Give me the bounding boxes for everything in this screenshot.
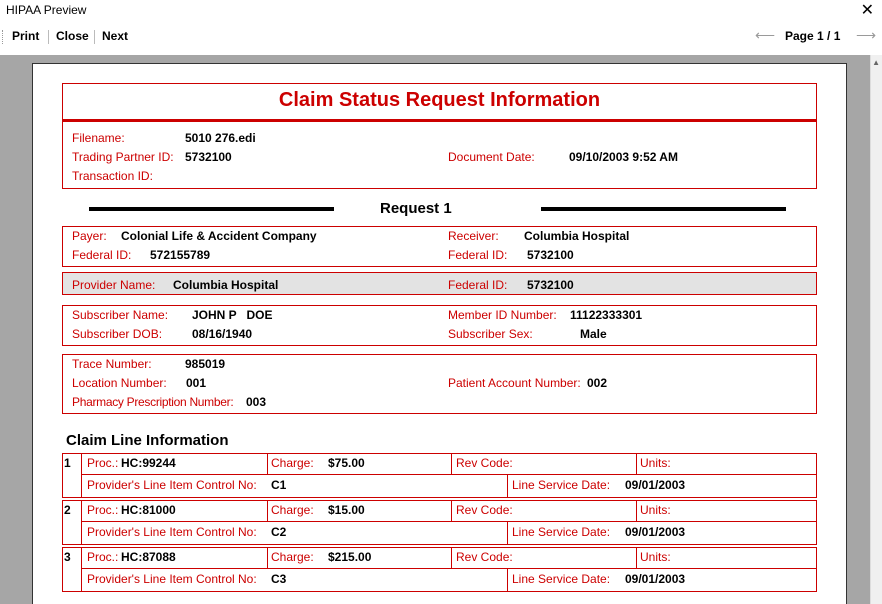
- trading-partner-value: 5732100: [185, 150, 232, 164]
- subscriber-dob-label: Subscriber DOB:: [72, 327, 163, 341]
- request-title: Request 1: [380, 200, 452, 217]
- service-date-label: Line Service Date:: [512, 525, 611, 539]
- subscriber-sex-label: Subscriber Sex:: [448, 327, 533, 341]
- claim-line-divider: [636, 547, 637, 569]
- receiver-value: Columbia Hospital: [524, 229, 630, 243]
- control-number-value: C1: [271, 478, 287, 492]
- claim-line-divider: [451, 453, 452, 475]
- close-button[interactable]: Close: [56, 29, 89, 43]
- claim-line-divider: [81, 568, 817, 569]
- claim-line-divider: [81, 521, 817, 522]
- service-date-value: 09/01/2003: [625, 478, 686, 492]
- patient-account-value: 002: [587, 376, 608, 390]
- toolbar-separator: [94, 30, 95, 44]
- claim-line-divider: [81, 474, 817, 475]
- proc-label: Proc.:: [87, 550, 119, 564]
- claim-line-number: 3: [64, 550, 71, 564]
- claim-line-divider: [451, 500, 452, 522]
- service-date-value: 09/01/2003: [625, 572, 686, 586]
- rev-code-label: Rev Code:: [456, 503, 513, 517]
- subscriber-dob-value: 08/16/1940: [192, 327, 253, 341]
- claim-line-divider: [267, 453, 268, 475]
- control-number-label: Provider's Line Item Control No:: [87, 572, 257, 586]
- payer-value: Colonial Life & Accident Company: [121, 229, 317, 243]
- service-date-value: 09/01/2003: [625, 525, 686, 539]
- claim-line-divider: [636, 500, 637, 522]
- payer-label: Payer:: [72, 229, 107, 243]
- units-label: Units:: [640, 503, 671, 517]
- claim-line-divider: [507, 521, 508, 545]
- proc-label: Proc.:: [87, 503, 119, 517]
- toolbar-separator: [48, 30, 49, 44]
- service-date-label: Line Service Date:: [512, 478, 611, 492]
- scroll-up-icon[interactable]: ▲: [872, 58, 880, 67]
- report-title: Claim Status Request Information: [278, 89, 601, 111]
- claim-line-divider: [507, 474, 508, 498]
- window-title: HIPAA Preview: [6, 3, 87, 17]
- control-number-label: Provider's Line Item Control No:: [87, 478, 257, 492]
- claim-line-divider: [81, 453, 82, 498]
- member-id-value: 11122333301: [570, 308, 643, 322]
- provider-name-label: Provider Name:: [72, 278, 156, 292]
- subscriber-sex-value: Male: [580, 327, 607, 341]
- filename-value: 5010 276.edi: [185, 131, 256, 145]
- location-number-value: 001: [186, 376, 207, 390]
- title-bar: [0, 0, 882, 22]
- claim-line-number: 2: [64, 503, 71, 517]
- transaction-id-label: Transaction ID:: [72, 169, 153, 183]
- trace-number-value: 985019: [185, 357, 226, 371]
- member-id-label: Member ID Number:: [448, 308, 557, 322]
- request-divider-right: [541, 207, 786, 211]
- charge-label: Charge:: [271, 456, 314, 470]
- charge-label: Charge:: [271, 503, 314, 517]
- location-number-label: Location Number:: [72, 376, 167, 390]
- claim-line-number: 1: [64, 456, 71, 470]
- toolbar: [0, 24, 882, 50]
- receiver-label: Receiver:: [448, 229, 499, 243]
- service-date-label: Line Service Date:: [512, 572, 611, 586]
- claim-line-divider: [267, 500, 268, 522]
- print-button[interactable]: Print: [12, 29, 40, 43]
- next-button[interactable]: Next: [102, 29, 129, 43]
- provider-federal-id-value: 5732100: [527, 278, 574, 292]
- request-divider-left: [89, 207, 334, 211]
- claim-line-divider: [507, 568, 508, 592]
- page-indicator: Page 1 / 1: [785, 29, 841, 43]
- provider-name-value: Columbia Hospital: [173, 278, 279, 292]
- rev-code-label: Rev Code:: [456, 550, 513, 564]
- document-date-label: Document Date:: [448, 150, 535, 164]
- proc-value: HC:81000: [121, 503, 176, 517]
- pharmacy-rx-value: 003: [246, 395, 267, 409]
- trace-number-label: Trace Number:: [72, 357, 152, 371]
- receiver-federal-id-label: Federal ID:: [448, 248, 508, 262]
- proc-label: Proc.:: [87, 456, 119, 470]
- pharmacy-rx-label: Pharmacy Prescription Number:: [72, 395, 234, 409]
- next-page-icon[interactable]: ⟶: [856, 27, 877, 43]
- charge-value: $75.00: [328, 456, 365, 470]
- provider-federal-id-label: Federal ID:: [448, 278, 508, 292]
- subscriber-name-label: Subscriber Name:: [72, 308, 169, 322]
- close-icon[interactable]: ✕: [860, 2, 874, 19]
- control-number-value: C2: [271, 525, 287, 539]
- payer-federal-id-value: 572155789: [150, 248, 211, 262]
- patient-account-label: Patient Account Number:: [448, 376, 581, 390]
- control-number-value: C3: [271, 572, 287, 586]
- previous-page-icon[interactable]: ⟵: [755, 27, 776, 43]
- subscriber-name-value: JOHN P DOE: [192, 308, 273, 322]
- filename-label: Filename:: [72, 131, 125, 145]
- claim-line-divider: [81, 500, 82, 545]
- subscriber-box: [62, 305, 817, 346]
- rev-code-label: Rev Code:: [456, 456, 513, 470]
- claim-line-title: Claim Line Information: [66, 432, 229, 449]
- control-number-label: Provider's Line Item Control No:: [87, 525, 257, 539]
- payer-federal-id-label: Federal ID:: [72, 248, 132, 262]
- document-date-value: 09/10/2003 9:52 AM: [569, 150, 678, 164]
- charge-value: $15.00: [328, 503, 365, 517]
- claim-line-divider: [636, 453, 637, 475]
- trading-partner-label: Trading Partner ID:: [72, 150, 174, 164]
- proc-value: HC:87088: [121, 550, 176, 564]
- claim-line-divider: [451, 547, 452, 569]
- charge-value: $215.00: [328, 550, 372, 564]
- units-label: Units:: [640, 550, 671, 564]
- units-label: Units:: [640, 456, 671, 470]
- proc-value: HC:99244: [121, 456, 176, 470]
- vertical-scrollbar[interactable]: [870, 55, 882, 604]
- claim-line-divider: [267, 547, 268, 569]
- receiver-federal-id-value: 5732100: [527, 248, 574, 262]
- charge-label: Charge:: [271, 550, 314, 564]
- claim-line-divider: [81, 547, 82, 592]
- toolbar-grip[interactable]: [2, 30, 4, 44]
